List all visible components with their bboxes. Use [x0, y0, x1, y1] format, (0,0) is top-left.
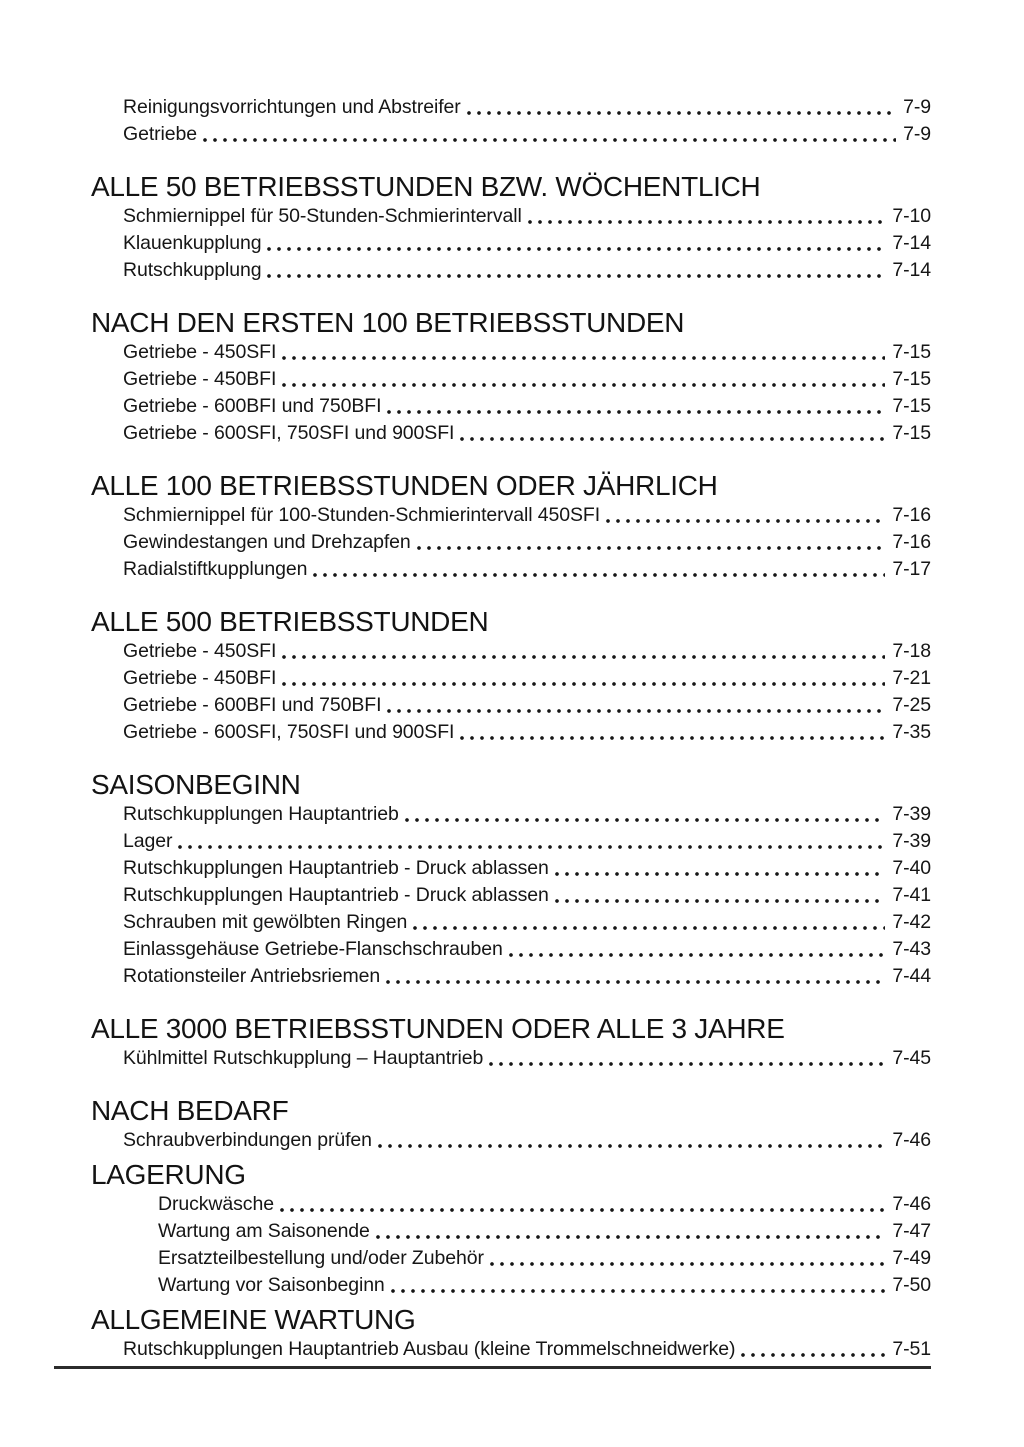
dot-leader	[460, 734, 885, 742]
toc-row	[91, 1272, 931, 1299]
toc-item-page: 7-25	[892, 694, 931, 716]
toc-item-label: Gewindestangen und Drehzapfen	[123, 531, 411, 553]
section-heading: ALLGEMEINE WARTUNG	[91, 1304, 416, 1335]
toc-item-label: Wartung am Saisonende	[158, 1220, 370, 1242]
toc-item-page: 7-9	[903, 123, 931, 145]
toc-row	[91, 1191, 931, 1218]
dot-leader	[282, 653, 885, 661]
toc-row	[91, 420, 931, 447]
section-heading: NACH DEN ERSTEN 100 BETRIEBSSTUNDEN	[91, 307, 685, 338]
toc-item-page: 7-46	[892, 1129, 931, 1151]
toc-row	[91, 502, 931, 529]
toc-item-page: 7-39	[892, 803, 931, 825]
section-heading: NACH BEDARF	[91, 1095, 289, 1126]
toc-item-label: Getriebe - 450SFI	[123, 341, 277, 363]
dot-leader	[555, 870, 886, 878]
dot-leader	[386, 978, 885, 986]
toc-item-label: Klauenkupplung	[123, 232, 262, 254]
toc-item-label: Ersatzteilbestellung und/oder Zubehör	[158, 1247, 484, 1269]
toc-item-label: Schrauben mit gewölbten Ringen	[123, 911, 408, 933]
toc-section	[91, 469, 931, 583]
toc-section	[91, 1303, 931, 1363]
toc-item-page: 7-16	[892, 531, 931, 553]
toc-item-label: Rutschkupplungen Hauptantrieb - Druck ablassen	[123, 857, 549, 879]
toc-item-label: Kühlmittel Rutschkupplung – Hauptantrieb	[123, 1047, 484, 1069]
dot-leader	[489, 1060, 885, 1068]
toc-item-page: 7-43	[892, 938, 931, 960]
toc-item-page: 7-14	[892, 232, 931, 254]
toc-item-page: 7-47	[892, 1220, 931, 1242]
toc-item-page: 7-51	[892, 1338, 931, 1360]
toc-item-label: Druckwäsche	[158, 1193, 274, 1215]
toc-item-page: 7-21	[892, 667, 931, 689]
toc-row	[91, 1336, 931, 1363]
dot-leader	[178, 843, 885, 851]
dot-leader	[203, 136, 896, 144]
toc-section	[91, 94, 931, 148]
dot-leader	[387, 408, 885, 416]
toc-item-page: 7-40	[892, 857, 931, 879]
section-heading: LAGERUNG	[91, 1159, 246, 1190]
dot-leader	[417, 544, 886, 552]
toc-item-page: 7-46	[892, 1193, 931, 1215]
toc-item-page: 7-50	[892, 1274, 931, 1296]
toc-item-page: 7-42	[892, 911, 931, 933]
toc-row	[91, 801, 931, 828]
dot-leader	[282, 354, 885, 362]
toc-item-label: Getriebe - 450SFI	[123, 640, 277, 662]
toc-item-label: Rutschkupplungen Hauptantrieb Ausbau (kleine Trommelschneidwerke)	[123, 1338, 736, 1360]
dot-leader	[267, 245, 885, 253]
dot-leader	[460, 435, 885, 443]
toc-row	[91, 1127, 931, 1154]
toc-row	[91, 882, 931, 909]
dot-leader	[405, 816, 886, 824]
toc-row	[91, 339, 931, 366]
toc-item-page: 7-15	[892, 368, 931, 390]
toc-row	[91, 121, 931, 148]
dot-leader	[391, 1287, 886, 1295]
dot-leader	[490, 1260, 886, 1268]
toc-item-page: 7-10	[892, 205, 931, 227]
toc-row	[91, 855, 931, 882]
toc-item-label: Rutschkupplungen Hauptantrieb	[123, 803, 399, 825]
toc-item-page: 7-49	[892, 1247, 931, 1269]
toc-section	[91, 768, 931, 990]
toc-section	[91, 605, 931, 746]
toc-item-label: Lager	[123, 830, 173, 852]
dot-leader	[387, 707, 885, 715]
toc-item-label: Getriebe - 450BFI	[123, 667, 277, 689]
section-heading: ALLE 500 BETRIEBSSTUNDEN	[91, 606, 489, 637]
footer-rule	[54, 1366, 931, 1369]
toc-row	[91, 1045, 931, 1072]
toc-item-page: 7-18	[892, 640, 931, 662]
dot-leader	[413, 924, 885, 932]
dot-leader	[555, 897, 886, 905]
toc-item-label: Wartung vor Saisonbeginn	[158, 1274, 385, 1296]
toc-item-label: Getriebe - 600SFI, 750SFI und 900SFI	[123, 721, 455, 743]
dot-leader	[606, 517, 885, 525]
toc-section	[91, 306, 931, 447]
toc-row	[91, 936, 931, 963]
toc-item-page: 7-39	[892, 830, 931, 852]
section-heading: ALLE 100 BETRIEBSSTUNDEN ODER JÄHRLICH	[91, 470, 718, 501]
toc-item-label: Einlassgehäuse Getriebe-Flanschschrauben	[123, 938, 503, 960]
toc-item-label: Getriebe	[123, 123, 197, 145]
toc-item-page: 7-17	[892, 558, 931, 580]
toc-item-page: 7-44	[892, 965, 931, 987]
toc-item-label: Radialstiftkupplungen	[123, 558, 308, 580]
toc-item-label: Reinigungsvorrichtungen und Abstreifer	[123, 96, 461, 118]
toc-row	[91, 665, 931, 692]
dot-leader	[280, 1206, 885, 1214]
toc-item-page: 7-9	[903, 96, 931, 118]
toc-item-page: 7-35	[892, 721, 931, 743]
toc-item-label: Getriebe - 450BFI	[123, 368, 277, 390]
toc-row	[91, 257, 931, 284]
toc-item-page: 7-15	[892, 341, 931, 363]
dot-leader	[741, 1351, 885, 1359]
dot-leader	[282, 381, 885, 389]
dot-leader	[267, 272, 885, 280]
toc-row	[91, 230, 931, 257]
toc-item-label: Rutschkupplungen Hauptantrieb - Druck ablassen	[123, 884, 549, 906]
toc-row	[91, 692, 931, 719]
toc-section	[91, 170, 931, 284]
toc-row	[91, 719, 931, 746]
toc-row	[91, 529, 931, 556]
toc-item-label: Getriebe - 600BFI und 750BFI	[123, 395, 382, 417]
section-heading: SAISONBEGINN	[91, 769, 301, 800]
toc-row	[91, 1218, 931, 1245]
dot-leader	[528, 218, 886, 226]
toc-row	[91, 828, 931, 855]
toc-item-page: 7-45	[892, 1047, 931, 1069]
toc-item-label: Rutschkupplung	[123, 259, 262, 281]
toc-item-label: Getriebe - 600SFI, 750SFI und 900SFI	[123, 422, 455, 444]
toc-item-label: Getriebe - 600BFI und 750BFI	[123, 694, 382, 716]
toc-section	[91, 1094, 931, 1154]
toc-item-page: 7-16	[892, 504, 931, 526]
toc-item-page: 7-41	[892, 884, 931, 906]
toc-row	[91, 94, 931, 121]
toc-row	[91, 963, 931, 990]
dot-leader	[509, 951, 886, 959]
toc-row	[91, 203, 931, 230]
section-heading: ALLE 50 BETRIEBSSTUNDEN BZW. WÖCHENTLICH	[91, 171, 761, 202]
toc-row	[91, 556, 931, 583]
toc-row	[91, 366, 931, 393]
dot-leader	[313, 571, 885, 579]
toc-item-label: Schmiernippel für 100-Stunden-Schmierintervall 450SFI	[123, 504, 601, 526]
toc-section	[91, 1158, 931, 1299]
toc-item-page: 7-15	[892, 422, 931, 444]
dot-leader	[467, 109, 896, 117]
dot-leader	[378, 1142, 885, 1150]
toc-item-label: Schraubverbindungen prüfen	[123, 1129, 372, 1151]
toc-row	[91, 909, 931, 936]
toc-item-page: 7-15	[892, 395, 931, 417]
toc-row	[91, 638, 931, 665]
toc-row	[91, 1245, 931, 1272]
toc-section	[91, 1012, 931, 1072]
section-heading: ALLE 3000 BETRIEBSSTUNDEN ODER ALLE 3 JAHRE	[91, 1013, 785, 1044]
toc-item-label: Rotationsteiler Antriebsriemen	[123, 965, 381, 987]
toc-item-label: Schmiernippel für 50-Stunden-Schmierintervall	[123, 205, 522, 227]
toc-row	[91, 393, 931, 420]
toc-item-page: 7-14	[892, 259, 931, 281]
dot-leader	[376, 1233, 886, 1241]
dot-leader	[282, 680, 885, 688]
